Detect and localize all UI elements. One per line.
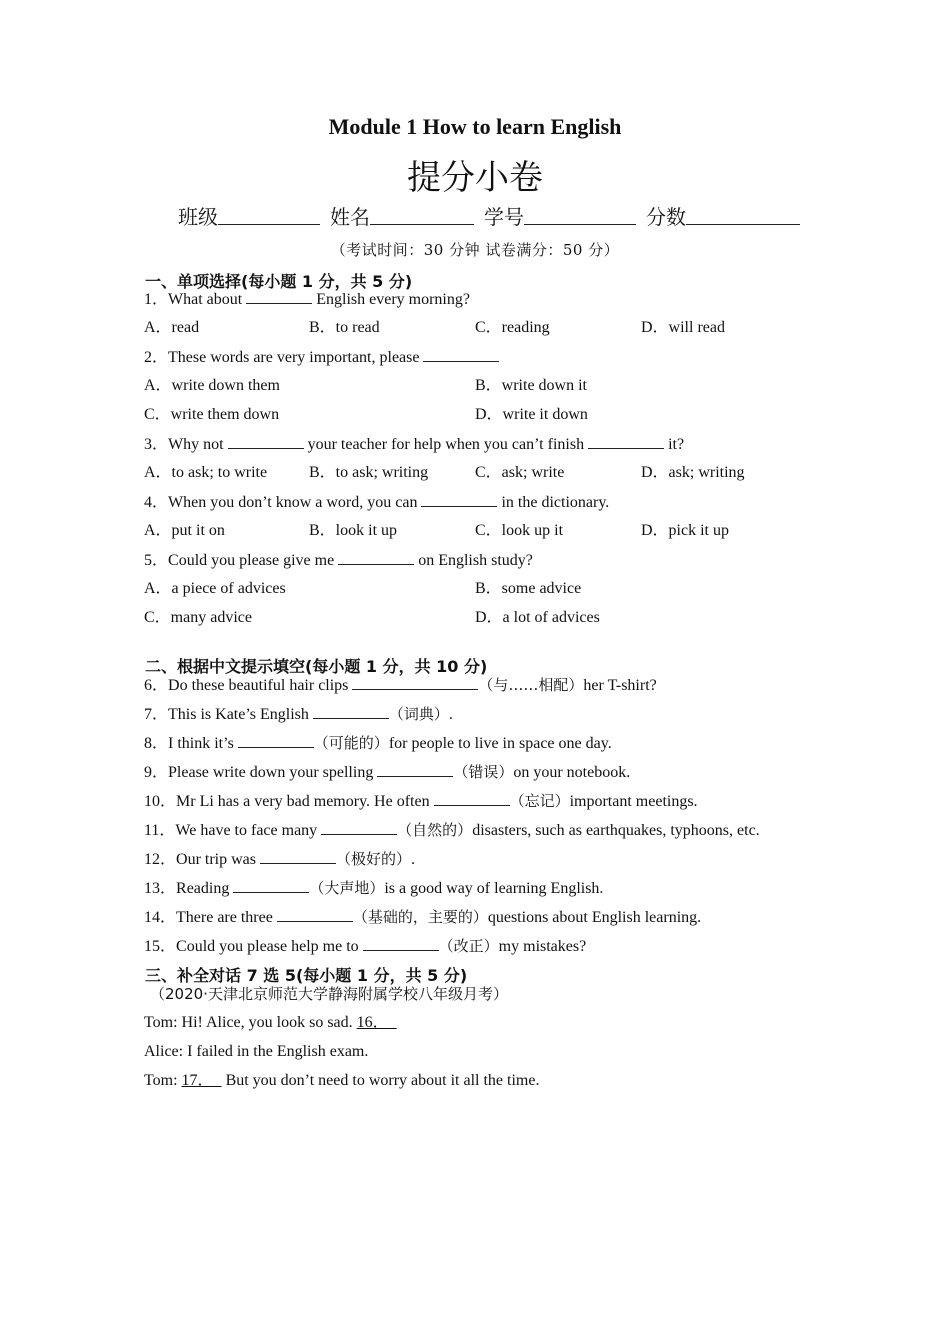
q2-option-c[interactable]: C．write them down: [144, 406, 280, 423]
q3-option-d[interactable]: D．ask; writing: [641, 464, 745, 481]
fill-item-6: 6．Do these beautiful hair clips （与……相配）her T-shirt?: [144, 676, 657, 694]
question-5: 5．Could you please give me on English study?: [144, 552, 533, 569]
dialogue-blank-17[interactable]: 17．: [181, 1072, 214, 1089]
answer-blank[interactable]: [588, 434, 664, 449]
q2-option-d[interactable]: D．write it down: [475, 406, 588, 423]
q5-option-d[interactable]: D．a lot of advices: [475, 609, 600, 626]
answer-blank[interactable]: [352, 675, 478, 690]
fill-item-13: 13．Reading （大声地）is a good way of learning English.: [144, 879, 604, 897]
q3-option-b[interactable]: B．to ask; writing: [309, 464, 429, 481]
answer-blank[interactable]: [238, 733, 314, 748]
q1-option-d[interactable]: D．will read: [641, 319, 725, 336]
q4-option-a[interactable]: A．put it on: [144, 522, 225, 539]
fill-item-9: 9．Please write down your spelling （错误）on your notebook.: [144, 763, 631, 781]
answer-blank[interactable]: [338, 550, 414, 565]
answer-blank[interactable]: [321, 820, 397, 835]
question-1: 1．What about English every morning?: [144, 291, 470, 308]
section3-source-note: （2020·天津北京师范大学静海附属学校八年级月考）: [150, 985, 508, 1003]
fill-item-12: 12．Our trip was （极好的）.: [144, 850, 416, 868]
fill-item-10: 10．Mr Li has a very bad memory. He often （忘记）important meetings.: [144, 792, 698, 810]
student-number-blank[interactable]: [524, 224, 636, 225]
fill-item-14: 14．There are three （基础的，主要的）questions about English learning.: [144, 908, 702, 926]
page-subtitle: 提分小卷: [407, 158, 543, 198]
question-2: 2．These words are very important, please: [144, 347, 499, 368]
question-3: 3．Why not your teacher for help when you can’t finish it?: [144, 436, 685, 453]
q3-option-c[interactable]: C．ask; write: [475, 464, 565, 481]
answer-blank[interactable]: [434, 791, 510, 806]
dialogue-blank-16[interactable]: 16．: [356, 1014, 389, 1031]
answer-blank[interactable]: [421, 492, 497, 507]
name-label: 姓名: [330, 205, 370, 229]
section1-heading: 一、单项选择(每小题 1 分，共 5 分): [145, 272, 413, 291]
exam-time-note: （考试时间：30 分钟 试卷满分：50 分）: [330, 241, 620, 259]
score-blank[interactable]: [686, 224, 800, 225]
q1-option-b[interactable]: B．to read: [309, 319, 380, 336]
student-number-label: 学号: [484, 205, 524, 229]
class-blank[interactable]: [218, 224, 320, 225]
class-label: 班级: [178, 205, 218, 229]
fill-item-15: 15．Could you please help me to （改正）my mistakes?: [144, 937, 587, 955]
section2-heading: 二、根据中文提示填空(每小题 1 分，共 10 分): [145, 657, 488, 676]
q5-option-c[interactable]: C．many advice: [144, 609, 252, 626]
q5-option-a[interactable]: A．a piece of advices: [144, 580, 286, 597]
answer-blank[interactable]: [233, 878, 309, 893]
section3-heading: 三、补全对话 7 选 5(每小题 1 分，共 5 分): [145, 966, 468, 985]
score-label: 分数: [646, 205, 686, 229]
answer-blank[interactable]: [377, 762, 453, 777]
page-title: Module 1 How to learn English: [328, 114, 622, 139]
answer-blank[interactable]: [246, 289, 312, 304]
q3-option-a[interactable]: A．to ask; to write: [144, 464, 268, 481]
answer-blank[interactable]: [313, 704, 389, 719]
answer-blank[interactable]: [277, 907, 353, 922]
dialogue-line-1: Tom: Hi! Alice, you look so sad. 16．: [144, 1014, 389, 1031]
q5-option-b[interactable]: B．some advice: [475, 580, 582, 597]
fill-item-11: 11．We have to face many （自然的）disasters, such as earthquakes, typhoons, etc.: [144, 821, 760, 839]
fill-item-8: 8．I think it’s （可能的）for people to live in space one day.: [144, 734, 612, 752]
q4-option-d[interactable]: D．pick it up: [641, 522, 729, 539]
answer-blank[interactable]: [260, 849, 336, 864]
q4-option-c[interactable]: C．look up it: [475, 522, 564, 539]
q1-option-c[interactable]: C．reading: [475, 319, 550, 336]
dialogue-line-2: Alice: I failed in the English exam.: [144, 1043, 369, 1060]
question-4: 4．When you don’t know a word, you can in the dictionary.: [144, 494, 610, 511]
q1-option-a[interactable]: A．read: [144, 319, 200, 336]
q4-option-b[interactable]: B．look it up: [309, 522, 398, 539]
answer-blank[interactable]: [423, 347, 499, 362]
q2-option-b[interactable]: B．write down it: [475, 377, 587, 394]
q2-option-a[interactable]: A．write down them: [144, 377, 280, 394]
answer-blank[interactable]: [363, 936, 439, 951]
answer-blank[interactable]: [228, 434, 304, 449]
name-blank[interactable]: [370, 224, 474, 225]
fill-item-7: 7．This is Kate’s English （词典）.: [144, 705, 453, 723]
dialogue-line-3: Tom: 17． But you don’t need to worry about it all the time.: [144, 1072, 540, 1089]
student-info-row: [178, 201, 808, 231]
